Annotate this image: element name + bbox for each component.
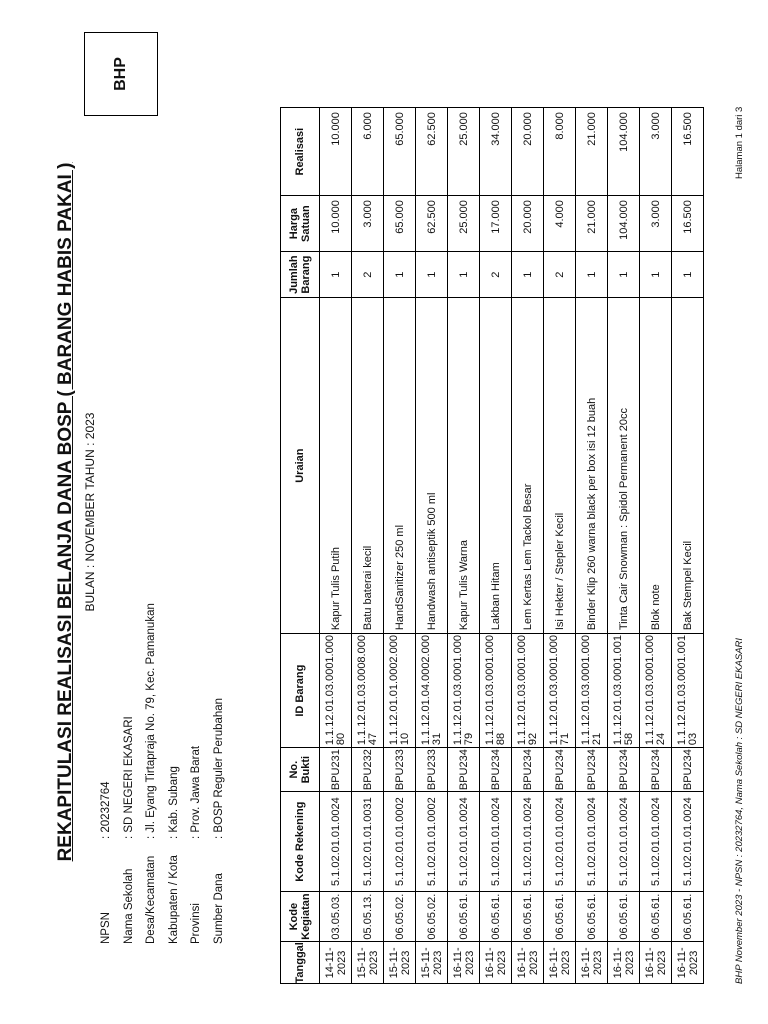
cell-kode-rekening: 5.1.02.01.01.0031 xyxy=(352,792,384,892)
header-kode-kegiatan: Kode Kegiatan xyxy=(281,892,320,942)
cell-kode-kegiatan: 06.05.61. xyxy=(640,892,672,942)
cell-harga-satuan: 21.000 xyxy=(576,196,608,252)
info-value: : BOSP Reguler Perubahan xyxy=(212,697,225,839)
cell-jumlah-barang: 1 xyxy=(384,252,416,298)
cell-uraian: Blok note xyxy=(640,298,672,634)
cell-harga-satuan: 4.000 xyxy=(544,196,576,252)
cell-uraian: Handwash antiseptik 500 ml xyxy=(416,298,448,634)
table-row xyxy=(640,108,672,1024)
cell-harga-satuan: 25.000 xyxy=(448,196,480,252)
cell-kode-rekening: 5.1.02.01.01.0024 xyxy=(608,792,640,892)
info-value: : Kab. Subang xyxy=(167,766,180,839)
cell-id-barang: 1.1.12.01.04.0002.00031 xyxy=(416,634,448,748)
cell-no-bukti: BPU234 xyxy=(576,748,608,792)
header-harga-satuan: Harga Satuan xyxy=(281,196,320,252)
cell-no-bukti: BPU232 xyxy=(352,748,384,792)
cell-tanggal: 14-11-2023 xyxy=(320,942,352,984)
cell-uraian: Bak Stempel Kecil xyxy=(672,298,704,634)
cell-harga-satuan: 20.000 xyxy=(512,196,544,252)
footer-note: BHP November 2023 - NPSN : 20232764, Nama Sekolah : SD NEGERI EKASARI xyxy=(734,637,745,984)
cell-kode-rekening: 5.1.02.01.01.0024 xyxy=(448,792,480,892)
cell-jumlah-barang: 1 xyxy=(672,252,704,298)
row-left-margin xyxy=(672,984,704,1024)
cell-uraian: Isi Hekter / Stepler Kecil xyxy=(544,298,576,634)
header-tanggal: Tanggal xyxy=(281,942,320,984)
table-body xyxy=(320,108,704,1024)
cell-kode-rekening: 5.1.02.01.01.0024 xyxy=(512,792,544,892)
table-row xyxy=(608,108,640,1024)
table-row xyxy=(416,108,448,1024)
cell-tanggal: 15-11-2023 xyxy=(416,942,448,984)
cell-kode-kegiatan: 05.05.13. xyxy=(352,892,384,942)
cell-id-barang: 1.1.12.01.03.0001.00021 xyxy=(576,634,608,748)
cell-no-bukti: BPU234 xyxy=(448,748,480,792)
info-value: : SD NEGERI EKASARI xyxy=(122,716,135,839)
table-row xyxy=(544,108,576,1024)
table-row xyxy=(480,108,512,1024)
cell-no-bukti: BPU234 xyxy=(608,748,640,792)
cell-kode-kegiatan: 06.05.61. xyxy=(512,892,544,942)
cell-kode-rekening: 5.1.02.01.01.0024 xyxy=(480,792,512,892)
cell-jumlah-barang: 2 xyxy=(480,252,512,298)
cell-uraian: HandSanitizer 250 ml xyxy=(384,298,416,634)
cell-jumlah-barang: 1 xyxy=(608,252,640,298)
info-row-province xyxy=(185,603,208,944)
header-uraian: Uraian xyxy=(281,298,320,634)
cell-jumlah-barang: 1 xyxy=(320,252,352,298)
cell-kode-kegiatan: 06.05.02. xyxy=(384,892,416,942)
cell-realisasi: 25.000 xyxy=(448,108,480,196)
row-left-margin xyxy=(384,984,416,1024)
cell-no-bukti: BPU234 xyxy=(512,748,544,792)
table-row xyxy=(352,108,384,1024)
cell-kode-rekening: 5.1.02.01.01.0002 xyxy=(416,792,448,892)
page-number: Halaman 1 dari 3 xyxy=(734,106,745,179)
cell-jumlah-barang: 1 xyxy=(640,252,672,298)
cell-uraian: Batu baterai kecil xyxy=(352,298,384,634)
expenditure-table xyxy=(280,107,704,1024)
cell-kode-kegiatan: 03.05.03. xyxy=(320,892,352,942)
row-left-margin xyxy=(576,984,608,1024)
report-period: BULAN : NOVEMBER TAHUN : 2023 xyxy=(83,412,97,612)
cell-realisasi: 104.000 xyxy=(608,108,640,196)
header-id-barang: ID Barang xyxy=(281,634,320,748)
table-row xyxy=(320,108,352,1024)
info-value: : Prov. Jawa Barat xyxy=(190,745,203,839)
table-row xyxy=(448,108,480,1024)
cell-id-barang: 1.1.12.01.03.0001.00092 xyxy=(512,634,544,748)
cell-jumlah-barang: 1 xyxy=(416,252,448,298)
info-label: Provinsi xyxy=(190,903,203,944)
cell-harga-satuan: 104.000 xyxy=(608,196,640,252)
cell-kode-rekening: 5.1.02.01.01.0024 xyxy=(672,792,704,892)
cell-realisasi: 21.000 xyxy=(576,108,608,196)
table-left-margin xyxy=(281,984,320,1024)
cell-uraian: Binder Klip 260 warna black per box isi 12 buah xyxy=(576,298,608,634)
table-row xyxy=(672,108,704,1024)
cell-kode-kegiatan: 06.05.61. xyxy=(544,892,576,942)
cell-realisasi: 3.000 xyxy=(640,108,672,196)
cell-no-bukti: BPU233 xyxy=(384,748,416,792)
cell-id-barang: 1.1.12.01.03.0001.00079 xyxy=(448,634,480,748)
cell-kode-rekening: 5.1.02.01.01.0024 xyxy=(320,792,352,892)
cell-realisasi: 16.500 xyxy=(672,108,704,196)
cell-tanggal: 16-11-2023 xyxy=(512,942,544,984)
cell-no-bukti: BPU231 xyxy=(320,748,352,792)
table-row xyxy=(384,108,416,1024)
cell-kode-rekening: 5.1.02.01.01.0024 xyxy=(544,792,576,892)
cell-tanggal: 16-11-2023 xyxy=(576,942,608,984)
cell-tanggal: 16-11-2023 xyxy=(608,942,640,984)
cell-id-barang: 1.1.12.01.03.0001.00071 xyxy=(544,634,576,748)
cell-harga-satuan: 10.000 xyxy=(320,196,352,252)
cell-id-barang: 1.1.12.01.03.0001.00158 xyxy=(608,634,640,748)
cell-id-barang: 1.1.12.01.03.0008.00047 xyxy=(352,634,384,748)
cell-jumlah-barang: 1 xyxy=(576,252,608,298)
cell-id-barang: 1.1.12.01.03.0001.00088 xyxy=(480,634,512,748)
row-left-margin xyxy=(608,984,640,1024)
cell-realisasi: 10.000 xyxy=(320,108,352,196)
document-title: REKAPITULASI REALISASI BELANJA DANA BOSP ( BARANG HABIS PAKAI ) xyxy=(55,162,76,862)
info-label: NPSN xyxy=(100,912,113,944)
cell-kode-kegiatan: 06.05.61. xyxy=(672,892,704,942)
row-left-margin xyxy=(320,984,352,1024)
cell-harga-satuan: 3.000 xyxy=(352,196,384,252)
cell-no-bukti: BPU234 xyxy=(480,748,512,792)
cell-tanggal: 16-11-2023 xyxy=(448,942,480,984)
row-left-margin xyxy=(544,984,576,1024)
cell-kode-rekening: 5.1.02.01.01.0002 xyxy=(384,792,416,892)
cell-tanggal: 16-11-2023 xyxy=(544,942,576,984)
cell-uraian: Lem Kertas Lem Tackol Besar xyxy=(512,298,544,634)
row-left-margin xyxy=(480,984,512,1024)
info-label: Kabupaten / Kota xyxy=(167,855,180,944)
cell-harga-satuan: 65.000 xyxy=(384,196,416,252)
cell-harga-satuan: 3.000 xyxy=(640,196,672,252)
info-value: : 20232764 xyxy=(100,781,113,839)
header-realisasi: Realisasi xyxy=(281,108,320,196)
info-row-address xyxy=(140,603,163,944)
info-row-npsn xyxy=(95,603,118,944)
school-info xyxy=(95,603,230,944)
header-jumlah-barang: Jumlah Barang xyxy=(281,252,320,298)
cell-tanggal: 16-11-2023 xyxy=(640,942,672,984)
cell-id-barang: 1.1.12.01.03.0001.00103 xyxy=(672,634,704,748)
cell-jumlah-barang: 2 xyxy=(544,252,576,298)
cell-kode-kegiatan: 06.05.61. xyxy=(608,892,640,942)
row-left-margin xyxy=(352,984,384,1024)
header-kode-rekening: Kode Rekening xyxy=(281,792,320,892)
cell-harga-satuan: 62.500 xyxy=(416,196,448,252)
table-row xyxy=(576,108,608,1024)
cell-tanggal: 16-11-2023 xyxy=(480,942,512,984)
cell-tanggal: 15-11-2023 xyxy=(384,942,416,984)
cell-kode-kegiatan: 06.05.61. xyxy=(480,892,512,942)
row-left-margin xyxy=(640,984,672,1024)
header-no-bukti: No. Bukti xyxy=(281,748,320,792)
cell-no-bukti: BPU233 xyxy=(416,748,448,792)
cell-tanggal: 16-11-2023 xyxy=(672,942,704,984)
table-row xyxy=(512,108,544,1024)
cell-id-barang: 1.1.12.01.03.0001.00024 xyxy=(640,634,672,748)
cell-harga-satuan: 17.000 xyxy=(480,196,512,252)
info-label: Nama Sekolah xyxy=(122,868,135,944)
cell-kode-kegiatan: 06.05.61. xyxy=(576,892,608,942)
cell-kode-kegiatan: 06.05.61. xyxy=(448,892,480,942)
row-left-margin xyxy=(448,984,480,1024)
row-left-margin xyxy=(416,984,448,1024)
cell-kode-rekening: 5.1.02.01.01.0024 xyxy=(640,792,672,892)
cell-harga-satuan: 16.500 xyxy=(672,196,704,252)
cell-uraian: Tinta Cair Snowman : Spidol Permanent 20cc xyxy=(608,298,640,634)
cell-no-bukti: BPU234 xyxy=(640,748,672,792)
info-row-school-name xyxy=(118,603,141,944)
info-row-regency xyxy=(163,603,186,944)
category-badge: BHP xyxy=(84,32,158,116)
cell-realisasi: 34.000 xyxy=(480,108,512,196)
cell-realisasi: 6.000 xyxy=(352,108,384,196)
info-label: Desa/Kecamatan xyxy=(145,855,158,944)
cell-id-barang: 1.1.12.01.01.0002.00010 xyxy=(384,634,416,748)
cell-no-bukti: BPU234 xyxy=(544,748,576,792)
cell-uraian: Lakban Hitam xyxy=(480,298,512,634)
table-header-row xyxy=(281,108,320,1024)
info-row-fund-source xyxy=(208,603,231,944)
cell-uraian: Kapur Tulis Warna xyxy=(448,298,480,634)
cell-realisasi: 65.000 xyxy=(384,108,416,196)
cell-kode-kegiatan: 06.05.02. xyxy=(416,892,448,942)
cell-kode-rekening: 5.1.02.01.01.0024 xyxy=(576,792,608,892)
cell-realisasi: 8.000 xyxy=(544,108,576,196)
info-label: Sumber Dana xyxy=(212,873,225,944)
cell-jumlah-barang: 1 xyxy=(448,252,480,298)
cell-realisasi: 20.000 xyxy=(512,108,544,196)
cell-jumlah-barang: 1 xyxy=(512,252,544,298)
cell-uraian: Kapur Tulis Putih xyxy=(320,298,352,634)
info-value: : Jl. Eyang Tirtapraja No. 79, Kec. Pamanukan xyxy=(145,603,158,839)
cell-jumlah-barang: 2 xyxy=(352,252,384,298)
cell-id-barang: 1.1.12.01.03.0001.00080 xyxy=(320,634,352,748)
row-left-margin xyxy=(512,984,544,1024)
cell-realisasi: 62.500 xyxy=(416,108,448,196)
cell-no-bukti: BPU234 xyxy=(672,748,704,792)
cell-tanggal: 15-11-2023 xyxy=(352,942,384,984)
